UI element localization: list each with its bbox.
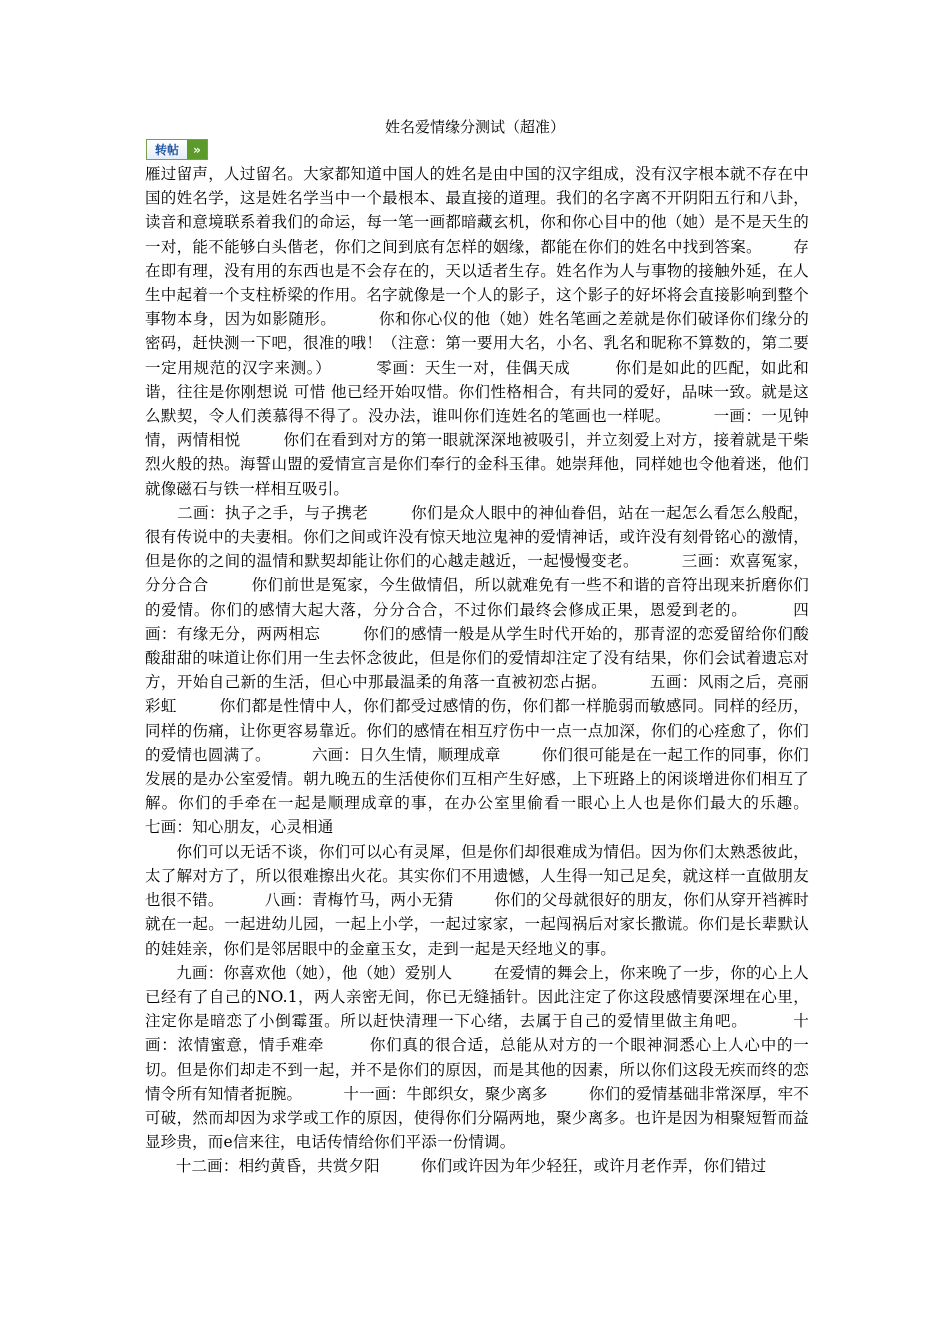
document-title: 姓名爱情缘分测试（超准） bbox=[384, 118, 565, 136]
repost-button[interactable] bbox=[146, 139, 208, 160]
article-body: 雁过留声，人过留名。大家都知道中国人的姓名是由中国的汉字组成，没有汉字根本就不存在中国的姓名学，这是姓名学当中一个最根本、最直接的道理。我们的名字离不开阴阳五行和八卦，读音和意境联系着我们的命运，每一笔一画都暗藏玄机，你和你心目中的他（她）是不是天生的一对，能不能够白头偕老，你们之间到底有怎样的姻缘，都能在你们的姓名中找到答案。 存在即有理，没有用的东西也是不会存在的，天以适者生存。姓名作为人与事物的接触外延，在人生中起着一个支柱桥梁的作用。名字就像是一个人的影子，这个影子的好坏将会直接影响到整个事物本身，因为如影随形。 你和你心仪的他（她）姓名笔画之差就是你们破译你们缘分的密码，赶快测一下吧，很准的哦！（注意：第一要用大名，小名、乳名和昵称不算数的，第二要一定用规范的汉字来测。） 零画：天生一对，佳偶天成 你们是如此的匹配，如此和谐，往往是你刚想说 可惜 他已经开始叹惜。你们性格相合，有共同的爱好，品味一致。就是这么默契，令人们羡慕得不得了。没办法，谁叫你们连姓名的笔画也一样呢。 一画：一见钟情，两情相悦 你们在看到对方的第一眼就深深地被吸引，并立刻爱上对方，接着就是干柴烈火般的热。海誓山盟的爱情宣言是你们奉行的金科玉律。她崇拜他，同样她也令他着迷，他们就像磁石与铁一样相互吸引。 二画：执子之手，与子携老 你们是众人眼中的神仙眷侣，站在一起怎么看怎么般配，很有传说中的夫妻相。你们之间或许没有惊天地泣鬼神的爱情神话，或许没有刻骨铭心的激情，但是你的之间的温情和默契却能让你们的心越走越近，一起慢慢变老。 三画：欢喜冤家，分分合合 你们前世是冤家，今生做情侣，所以就难免有一些不和谐的音符出现来折磨你们的爱情。你们的感情大起大落，分分合合，不过你们最终会修成正果，恩爱到老的。 四画：有缘无分，两两相忘 你们的感情一般是从学生时代开始的，那青涩的恋爱留给你们酸酸甜甜的味道让你们用一生去怀念彼此，但是你们的爱情却注定了没有结果，你们会试着遗忘对方，开始自己新的生活，但心中那最温柔的角落一直被初恋占据。 五画：风雨之后，亮丽彩虹 你们都是性情中人，你们都受过感情的伤，你们都一样脆弱而敏感同。同样的经历，同样的伤痛，让你更容易靠近。你们的感情在相互疗伤中一点一点加深，你们的心痊愈了，你们的爱情也圆满了。 六画：日久生情，顺理成章 你们很可能是在一起工作的同事，你们发展的是办公室爱情。朝九晚五的生活使你们互相产生好感，上下班路上的闲谈增进你们相互了解。你们的手牵在一起是顺理成章的事，在办公室里偷看一眼心上人也是你们最大的乐趣。 七画：知心朋友，心灵相通 你们可以无话不谈，你们可以心有灵犀，但是你们却很难成为情侣。因为你们太熟悉彼此，太了解对方了，所以很难擦出火花。其实你们不用遗憾，人生得一知己足矣，就这样一直做朋友也很不错。 八画：青梅竹马，两小无猜 你们的父母就很好的朋友，你们从穿开裆裤时就在一起。一起进幼儿园，一起上小学，一起过家家，一起闯祸后对家长撒谎。你们是长辈默认的娃娃亲，你们是邻居眼中的金童玉女，走到一起是天经地义的事。 九画：你喜欢他（她），他（她）爱别人 在爱情的舞会上，你来晚了一步，你的心上人已经有了自己的NO.1，两人亲密无间，你已无缝插针。因此注定了你这段感情要深埋在心里，注定你是暗恋了小倒霉蛋。所以赶快清理一下心绪，去属于自己的爱情里做主角吧。 十画：浓情蜜意，情手难牵 你们真的很合适，总能从对方的一个眼神洞悉心上人心中的一切。但是你们却走不到一起，并不是你们的原因，而是其他的因素，所以你们这段无疾而终的恋情令所有知情者扼腕。 十一画：牛郎织女，聚少离多 你们的爱情基础非常深厚，牢不可破，然而却因为求学或工作的原因，使得你们分隔两地，聚少离多。也许是因为相聚短暂而益显珍贵，而e信来往，电话传情给你们平添一份情调。 十二画：相约黄昏，共赏夕阳 你们或许因为年少轻狂，或许月老作弄，你们错过 bbox=[145, 165, 810, 1176]
repost-button-label: 转帖 bbox=[147, 140, 187, 159]
double-arrow-right-icon: » bbox=[187, 140, 207, 159]
